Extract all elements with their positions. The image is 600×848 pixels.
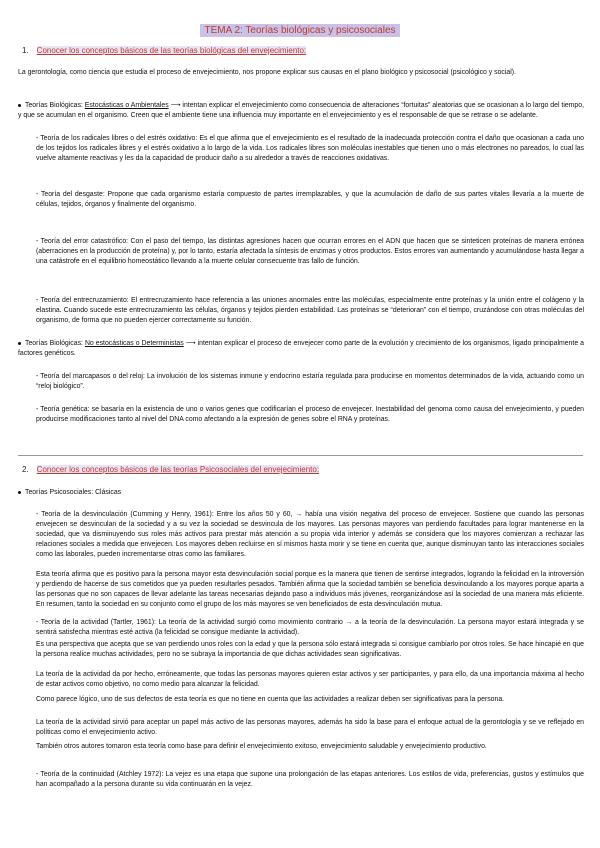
section-heading-1: 1. Conocer los conceptos básicos de las teorías biológicas del envejecimiento: bbox=[22, 46, 307, 55]
theory-catastrophic-error: - Teoría del error catastrófico: Con el paso del tiempo, las distintas agresiones hacen que ocurran errores en el ADN que hacen que se sinteticen proteínas de manera errónea (aberraciones en la producción de proteína) y, por lo tanto, estaría afectada la síntesis de enzimas y otros productos. Estos errores van aumentando y acumulándose hasta llegar a una catástrofe en el equilibrio homeostático llevando a la muerte celular consecuente tras fallo de función. bbox=[36, 238, 584, 265]
bullet-dot bbox=[18, 104, 21, 107]
theory-activity: - Teoría de la actividad (Tartler, 1961): La teoría de la actividad surgió como movimiento contrario → a la teoría de la desvinculación. La persona mayor estará integrada y se sentirá satisfecha mientras esté activa (la felicidad se consigue mediante la actividad). bbox=[36, 619, 584, 636]
intro-paragraph: La gerontología, como ciencia que estudia el proceso de envejecimiento, nos propone explicar sus causas en el plano biológico y psicosocial (psicológico y social). bbox=[18, 69, 516, 76]
page-title bbox=[0, 20, 600, 38]
theory-activity-4: Como parece lógico, uno de sus defectos de esta teoría es que no tiene en cuenta que las actividades a realizar deben ser significativas para la persona. bbox=[36, 696, 505, 703]
theory-activity-3: La teoría de la actividad da por hecho, erróneamente, que todas las personas mayores quieren estar activos y ser participantes, y para ello, da una importancia máxima al hecho de estar activos como objetivo, no como medio para alcanzar la felicidad. bbox=[36, 671, 584, 688]
page-title-text: TEMA 2: Teorías biológicas y psicosociales bbox=[200, 24, 399, 37]
bullet-deterministic: Teorías Biológicas: No estocásticas o Deterministas ⟶ intentan explicar el proceso de envejecer como parte de la evolución y crecimiento de los organismos, ligado principalmente a factores genéticos. bbox=[18, 340, 585, 357]
theory-disengagement: - Teoría de la desvinculación (Cumming y Henry, 1961): Entre los años 50 y 60, → había una visión negativa del proceso de envejecer. Sostiene que cuando las personas envejecen se desvinculan de la sociedad y a su vez la sociedad se desvincula de los mayores. Las personas mayores van perdiendo facultades para lograr mantenerse en la sociedad, que va disminuyendo sus roles más activos para prestar más atención a su propia vida interior y además se considera que los mayores comienzan a rechazar las relaciones sociales a medida que envejecen. Los mayores deben recluirse en sí mismos hasta morir y se tiene en cuenta que, aunque disminuyan tanto las interacciones sociales como las laborales, pueden incrementarse otras como las familiares. bbox=[36, 511, 584, 558]
theory-activity-6: También otros autores tomaron esta teoría como base para definir el envejecimiento exitoso, envejecimiento saludable y envejecimiento productivo. bbox=[36, 743, 487, 750]
bullet-stochastic: Teorías Biológicas: Estocásticas o Ambientales ⟶ intentan explicar el envejecimiento como consecuencia de alteraciones “fortuitas” aleatorias que se ocasionan a lo largo del tiempo, y que se acumulan en el organismo. Creen que el ambiente tiene una influencia muy importante en el envejecimiento y es el responsable de que se retrase o se adelante. bbox=[18, 102, 584, 119]
theory-pacemaker: - Teoría del marcapasos o del reloj: La involución de los sistemas inmune y endocrino estaría regulada para producirse en momentos determinados de la vida, actuando como un “reloj biológico”. bbox=[36, 373, 584, 390]
theory-wear-and-tear: - Teoría del desgaste: Propone que cada organismo estaría compuesto de partes irremplazables, y que la acumulación de daño de sus partes vitales llevaría a la muerte de células, tejidos, órganos y finalmente del organismo. bbox=[36, 191, 584, 208]
theory-activity-5: La teoría de la actividad sirvió para aceptar un papel más activo de las personas mayores, además ha sido la base para el enfoque actual de la gerontología y se ve reflejado en políticas como el envejecimiento activo. bbox=[36, 719, 584, 736]
section-divider bbox=[18, 455, 583, 456]
bullet-dot bbox=[18, 491, 21, 494]
theory-activity-2: Es una perspectiva que acepta que se van perdiendo unos roles con la edad y que la persona sólo estará integrada si consigue cambiarlo por otros roles. Se hace hincapié en que la persona realice muchas actividades, pero no se subraya la importancia de que dichas actividades sean significativas. bbox=[36, 641, 584, 658]
bullet-dot bbox=[18, 342, 21, 345]
theory-free-radicals: - Teoría de los radicales libres o del estrés oxidativo: Es el que afirma que el envejecimiento es el resultado de la inadecuada protección contra el daño que ocasionan a cada uno de los tejidos los radicales libres y el estrés oxidativo a lo largo de la vida. Los radicales libres son moléculas inestables que tienen uno o más electrones no pareados, lo cual las vuelve altamente reactivas y les da la capacidad de producir daño a su alrededor a través de reacciones oxidativas. bbox=[36, 135, 584, 162]
theory-continuity: - Teoría de la continuidad (Atchley 1972): La vejez es una etapa que supone una prolongación de las etapas anteriores. Los estilos de vida, preferencias, gustos y estímulos que han acompañado a la persona durante su vida continuarán en la vejez. bbox=[36, 771, 584, 788]
bullet-psychosocial: Teorías Psicosociales: Clásicas bbox=[18, 488, 584, 498]
theory-genetic: - Teoría genética: se basaría en la existencia de uno o varios genes que codificarían el proceso de envejecer. Inestabilidad del genoma como causa del envejecimiento, y pueden producirse modificaciones tanto al nivel del DNA como afectando a la expresión de genes sobre el RNA y proteínas. bbox=[36, 406, 584, 423]
theory-cross-linking: - Teoría del entrecruzamiento: El entrecruzamiento hace referencia a las uniones anormales entre las moléculas, especialmente entre proteínas y la unión entre el colágeno y la elastina. Cuando sucede este entrecruzamiento las células, órganos y tejidos pierden estabilidad. Las proteínas se “deterioran” con el tiempo, cruzándose con otras moléculas del organismo, de forma que no pueden ejercer correctamente su función. bbox=[36, 297, 584, 324]
theory-disengagement-cont: Esta teoría afirma que es positivo para la persona mayor esta desvinculación social porque es la manera que tienen de sentirse integrados, logrando la felicidad en la introversión y perdiendo de hacerse de sus cometidos que ya pueden resultarles pesados. También afirma que la sociedad también se beneficia desvinculando a los mayores porque aparta a las personas que no son capaces de llevar adelante las tareas necesarias dejando paso a individuos más jóvenes, reorganizándose así la sociedad de una manera más eficiente. En resumen, tanto la sociedad en su conjunto como el grupo de los más mayores se ven beneficiados de esta desvinculación mutua. bbox=[36, 571, 584, 608]
section-heading-2: 2. Conocer los conceptos básicos de las teorías Psicosociales del envejecimiento: bbox=[22, 465, 320, 474]
